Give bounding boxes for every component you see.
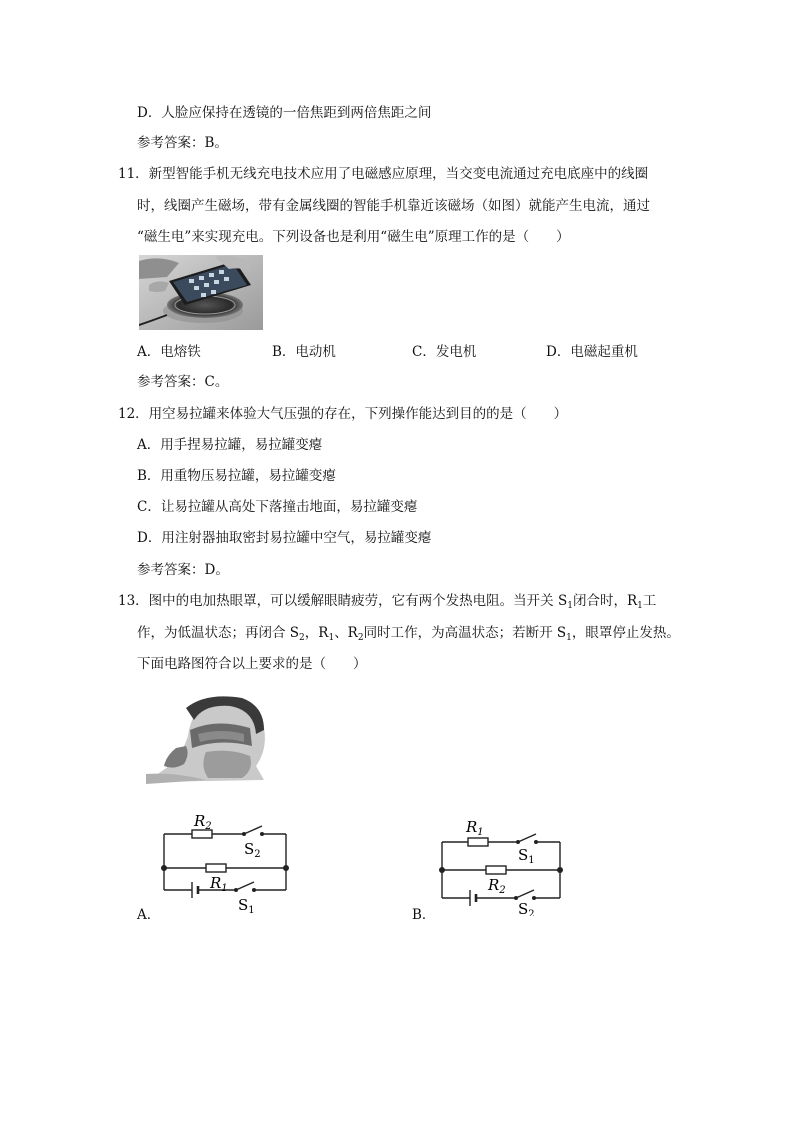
circuit-a-r-top-label: $R_2$ (194, 812, 212, 832)
circuit-b-s-top-label: $S_1$ (518, 846, 535, 866)
q11-option-c: C．发电机 (412, 344, 477, 360)
circuit-a-label: A． (137, 907, 161, 923)
circuit-a-r-mid-label: $R_1$ (210, 874, 228, 894)
circuit-a-s-bot-label: $S_1$ (238, 896, 255, 916)
wireless-charging-phone-photo (139, 255, 263, 330)
q10-option-d: D．人脸应保持在透镜的一倍焦距到两倍焦距之间 (137, 105, 432, 121)
q11-stem-line2: 时，线圈产生磁场，带有金属线圈的智能手机靠近该磁场（如图）就能产生电流，通过 (137, 198, 650, 214)
q13-stem-line3: 下面电路图符合以上要求的是（ ） (137, 656, 367, 672)
circuit-a-s-top-label: $S_2$ (244, 840, 261, 860)
q13-stem-line1: 13．图中的电加热眼罩，可以缓解眼睛疲劳，它有两个发热电阻。当开关 $S_1$闭合时，$R_1$工 (118, 593, 657, 611)
q10-answer: 参考答案：B。 (137, 135, 228, 151)
q11-option-b: B．电动机 (272, 344, 336, 360)
circuit-diagram-a (150, 812, 300, 916)
circuit-b-s-bot-label: $S_2$ (518, 900, 535, 916)
q12-answer: 参考答案：D。 (137, 562, 229, 578)
q12-option-c: C．让易拉罐从高处下落撞击地面，易拉罐变瘪 (137, 499, 418, 515)
q12-option-d: D．用注射器抽取密封易拉罐中空气，易拉罐变瘪 (137, 530, 432, 546)
q11-stem-line1: 11．新型智能手机无线充电技术应用了电磁感应原理，当交变电流通过充电底座中的线圈 (118, 166, 649, 182)
q11-option-a: A．电熔铁 (137, 344, 201, 360)
heated-eye-mask-photo (146, 690, 270, 786)
q12-stem: 12．用空易拉罐来体验大气压强的存在，下列操作能达到目的的是（ ） (118, 406, 568, 422)
circuit-b-label: B． (412, 907, 436, 923)
circuit-b-r-top-label: $R_1$ (466, 818, 484, 838)
circuit-b-r-mid-label: $R_2$ (488, 876, 506, 896)
circuit-diagram-b (428, 812, 578, 916)
q12-option-b: B．用重物压易拉罐，易拉罐变瘪 (137, 468, 336, 484)
q11-answer: 参考答案：C。 (137, 374, 229, 390)
q12-option-a: A．用手捏易拉罐，易拉罐变瘪 (137, 437, 323, 453)
q11-stem-line3: “磁生电”来实现充电。下列设备也是利用“磁生电”原理工作的是（ ） (137, 229, 570, 245)
q11-option-d: D．电磁起重机 (546, 344, 638, 360)
q13-stem-line2: 作，为低温状态；再闭合 $S_2$，$R_1$、$R_2$同时工作，为高温状态；若断开 $S_1$，眼罩停止发热。 (137, 625, 680, 643)
